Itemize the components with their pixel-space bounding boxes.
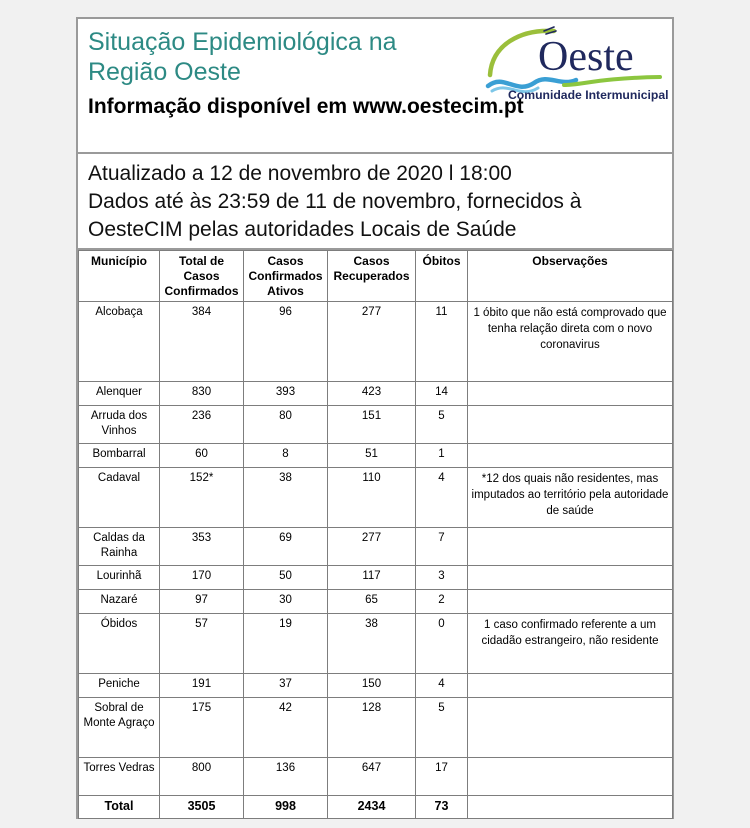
cell-recuperados: 51 <box>328 444 416 468</box>
table-row <box>79 674 673 698</box>
cell-total: 191 <box>160 674 244 698</box>
cell-obitos: 2 <box>416 590 468 614</box>
column-header-municipio: Município <box>79 251 160 302</box>
cell-recuperados: 647 <box>328 758 416 796</box>
cell-total: 170 <box>160 566 244 590</box>
cell-obitos: 4 <box>416 468 468 528</box>
cell-observacoes <box>468 406 673 444</box>
cell-obitos: 17 <box>416 758 468 796</box>
cell-observacoes: 1 óbito que não está comprovado que tenha relação direta com o novo coronavirus <box>468 302 673 382</box>
cell-total: 60 <box>160 444 244 468</box>
table-header-row <box>79 251 673 302</box>
cell-ativos: 8 <box>244 444 328 468</box>
cell-municipio: Nazaré <box>79 590 160 614</box>
cell-ativos: 69 <box>244 528 328 566</box>
cell-total: 384 <box>160 302 244 382</box>
cell-observacoes <box>468 674 673 698</box>
column-header-casos-ativos: Casos Confirmados Ativos <box>244 251 328 302</box>
cell-observacoes <box>468 566 673 590</box>
cell-total: 57 <box>160 614 244 674</box>
cell-obitos: 0 <box>416 614 468 674</box>
cell-ativos: 393 <box>244 382 328 406</box>
cell-total-label: Total <box>79 796 160 819</box>
table-row <box>79 468 673 528</box>
data-cutoff-line: Dados até às 23:59 de 11 de novembro, fornecidos à <box>88 190 582 213</box>
cell-total-ativos: 998 <box>244 796 328 819</box>
cell-ativos: 96 <box>244 302 328 382</box>
cell-recuperados: 38 <box>328 614 416 674</box>
website-subtitle: Informação disponível em www.oestecim.pt <box>88 95 524 118</box>
update-info-block <box>78 154 672 250</box>
cell-municipio: Cadaval <box>79 468 160 528</box>
table-row <box>79 758 673 796</box>
cell-obitos: 14 <box>416 382 468 406</box>
cell-recuperados: 150 <box>328 674 416 698</box>
cell-municipio: Óbidos <box>79 614 160 674</box>
table-row <box>79 382 673 406</box>
table-row <box>79 698 673 758</box>
cell-total: 800 <box>160 758 244 796</box>
cell-recuperados: 110 <box>328 468 416 528</box>
column-header-obitos: Óbitos <box>416 251 468 302</box>
cell-obitos: 5 <box>416 698 468 758</box>
table-total-row <box>79 796 673 819</box>
cell-observacoes <box>468 382 673 406</box>
column-header-observacoes: Observações <box>468 251 673 302</box>
table-row <box>79 528 673 566</box>
report-header <box>78 19 672 154</box>
cell-total: 830 <box>160 382 244 406</box>
cell-obitos: 1 <box>416 444 468 468</box>
cell-municipio: Bombarral <box>79 444 160 468</box>
cell-recuperados: 65 <box>328 590 416 614</box>
cell-ativos: 136 <box>244 758 328 796</box>
cell-municipio: Alcobaça <box>79 302 160 382</box>
table-row <box>79 614 673 674</box>
cell-ativos: 30 <box>244 590 328 614</box>
cell-total-observacoes <box>468 796 673 819</box>
cell-observacoes: *12 dos quais não residentes, mas imputados ao território pela autoridade de saúde <box>468 468 673 528</box>
cell-recuperados: 128 <box>328 698 416 758</box>
table-row <box>79 590 673 614</box>
cell-municipio: Peniche <box>79 674 160 698</box>
table-footer <box>79 796 673 819</box>
updated-at-line: Atualizado a 12 de novembro de 2020 l 18:00 <box>88 162 512 185</box>
cell-total: 152* <box>160 468 244 528</box>
cell-municipio: Lourinhã <box>79 566 160 590</box>
cell-ativos: 37 <box>244 674 328 698</box>
cell-recuperados: 277 <box>328 528 416 566</box>
cell-observacoes: 1 caso confirmado referente a um cidadão estrangeiro, não residente <box>468 614 673 674</box>
cell-obitos: 5 <box>416 406 468 444</box>
cell-observacoes <box>468 758 673 796</box>
cell-recuperados: 277 <box>328 302 416 382</box>
cell-total-obitos: 73 <box>416 796 468 819</box>
cell-obitos: 7 <box>416 528 468 566</box>
cell-ativos: 42 <box>244 698 328 758</box>
cell-municipio: Torres Vedras <box>79 758 160 796</box>
epidemiological-report-document <box>76 17 674 819</box>
cell-recuperados: 423 <box>328 382 416 406</box>
cell-observacoes <box>468 590 673 614</box>
table-body <box>79 302 673 796</box>
cell-recuperados: 151 <box>328 406 416 444</box>
column-header-casos-recuperados: Casos Recuperados <box>328 251 416 302</box>
table-row <box>79 406 673 444</box>
logo-wordmark-text: Oeste <box>538 34 634 80</box>
table-row <box>79 302 673 382</box>
cell-obitos: 3 <box>416 566 468 590</box>
cell-recuperados: 117 <box>328 566 416 590</box>
cell-municipio: Arruda dos Vinhos <box>79 406 160 444</box>
cell-total: 97 <box>160 590 244 614</box>
page-title-line-2: Região Oeste <box>88 58 241 86</box>
cell-observacoes <box>468 444 673 468</box>
cell-municipio: Sobral de Monte Agraço <box>79 698 160 758</box>
cell-obitos: 11 <box>416 302 468 382</box>
data-source-line: OesteCIM pelas autoridades Locais de Saúde <box>88 218 517 241</box>
logo-tagline-text: Comunidade Intermunicipal <box>508 88 668 102</box>
cell-obitos: 4 <box>416 674 468 698</box>
cell-ativos: 50 <box>244 566 328 590</box>
table-row <box>79 566 673 590</box>
cell-total-confirmados: 3505 <box>160 796 244 819</box>
cell-observacoes <box>468 528 673 566</box>
covid-cases-table <box>78 250 673 819</box>
column-header-total-confirmados: Total de Casos Confirmados <box>160 251 244 302</box>
cell-observacoes <box>468 698 673 758</box>
cell-ativos: 19 <box>244 614 328 674</box>
cell-total: 353 <box>160 528 244 566</box>
cell-total: 236 <box>160 406 244 444</box>
cell-total-recuperados: 2434 <box>328 796 416 819</box>
oestecim-logo <box>482 25 668 103</box>
table-row <box>79 444 673 468</box>
cell-ativos: 38 <box>244 468 328 528</box>
cell-municipio: Alenquer <box>79 382 160 406</box>
table-header <box>79 251 673 302</box>
cell-total: 175 <box>160 698 244 758</box>
cell-municipio: Caldas da Rainha <box>79 528 160 566</box>
page-title-line-1: Situação Epidemiológica na <box>88 28 397 56</box>
cell-ativos: 80 <box>244 406 328 444</box>
